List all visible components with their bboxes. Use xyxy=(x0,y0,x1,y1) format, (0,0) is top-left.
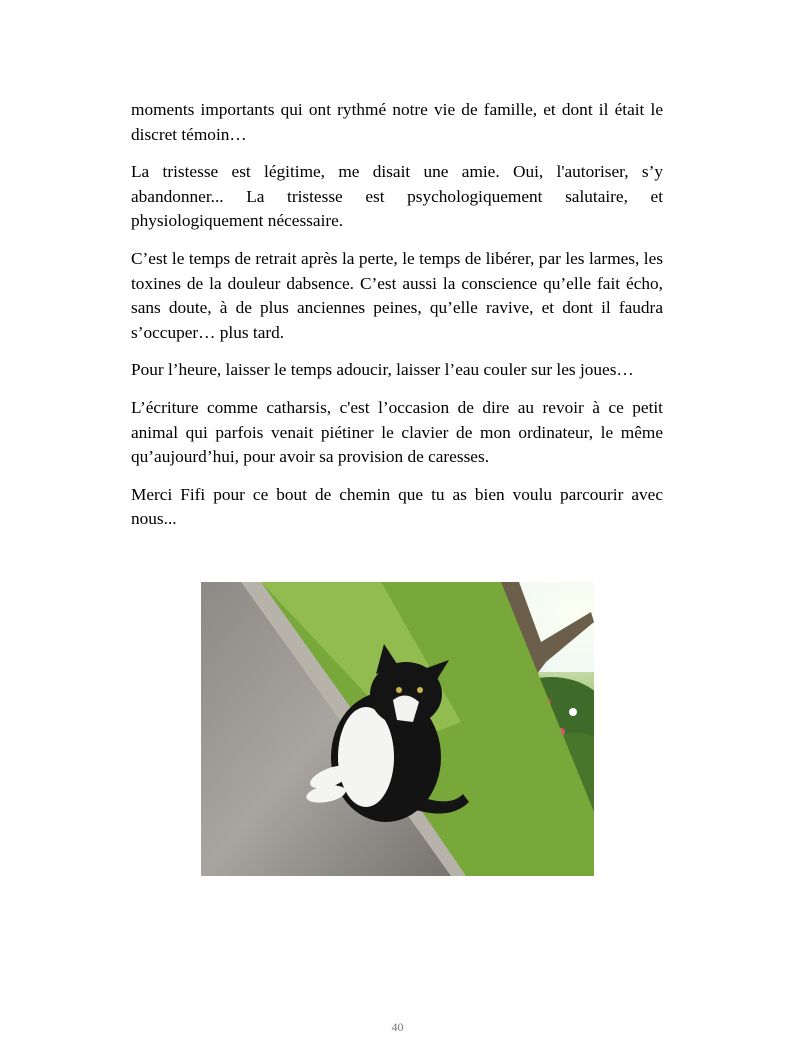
paragraph-6: Merci Fifi pour ce bout de chemin que tu as bien voulu parcourir avec nous... xyxy=(131,484,663,529)
page-body xyxy=(131,98,663,545)
paragraph-5: L’écriture comme catharsis, c'est l’occasion de dire au revoir à ce petit animal qui parfois venait piétiner le clavier de mon ordinateur, le même qu’aujourd’hui, pour avoir sa provision de caresses. xyxy=(131,397,663,467)
page-number: 40 xyxy=(391,1020,404,1034)
paragraph-3: C’est le temps de retrait après la perte, le temps de libérer, par les larmes, les toxines de la douleur dabsence. C’est aussi la conscience qu’elle fait écho, sans doute, à de plus anciennes peines, qu’elle ravive, et dont il faudra s’occuper… plus tard. xyxy=(131,248,663,342)
paragraph-2: La tristesse est légitime, me disait une amie. Oui, l'autoriser, s’y abandonner... La tristesse est psychologiquement salutaire, et physiologiquement nécessaire. xyxy=(131,162,663,231)
paragraph-4: Pour l’heure, laisser le temps adoucir, laisser l’eau couler sur les joues… xyxy=(131,360,634,380)
paragraph-1: moments importants qui ont rythmé notre vie de famille, et dont il était le discret témoin… xyxy=(131,100,663,144)
cat-photo-illustration xyxy=(201,582,594,876)
cat-photo xyxy=(201,582,594,876)
